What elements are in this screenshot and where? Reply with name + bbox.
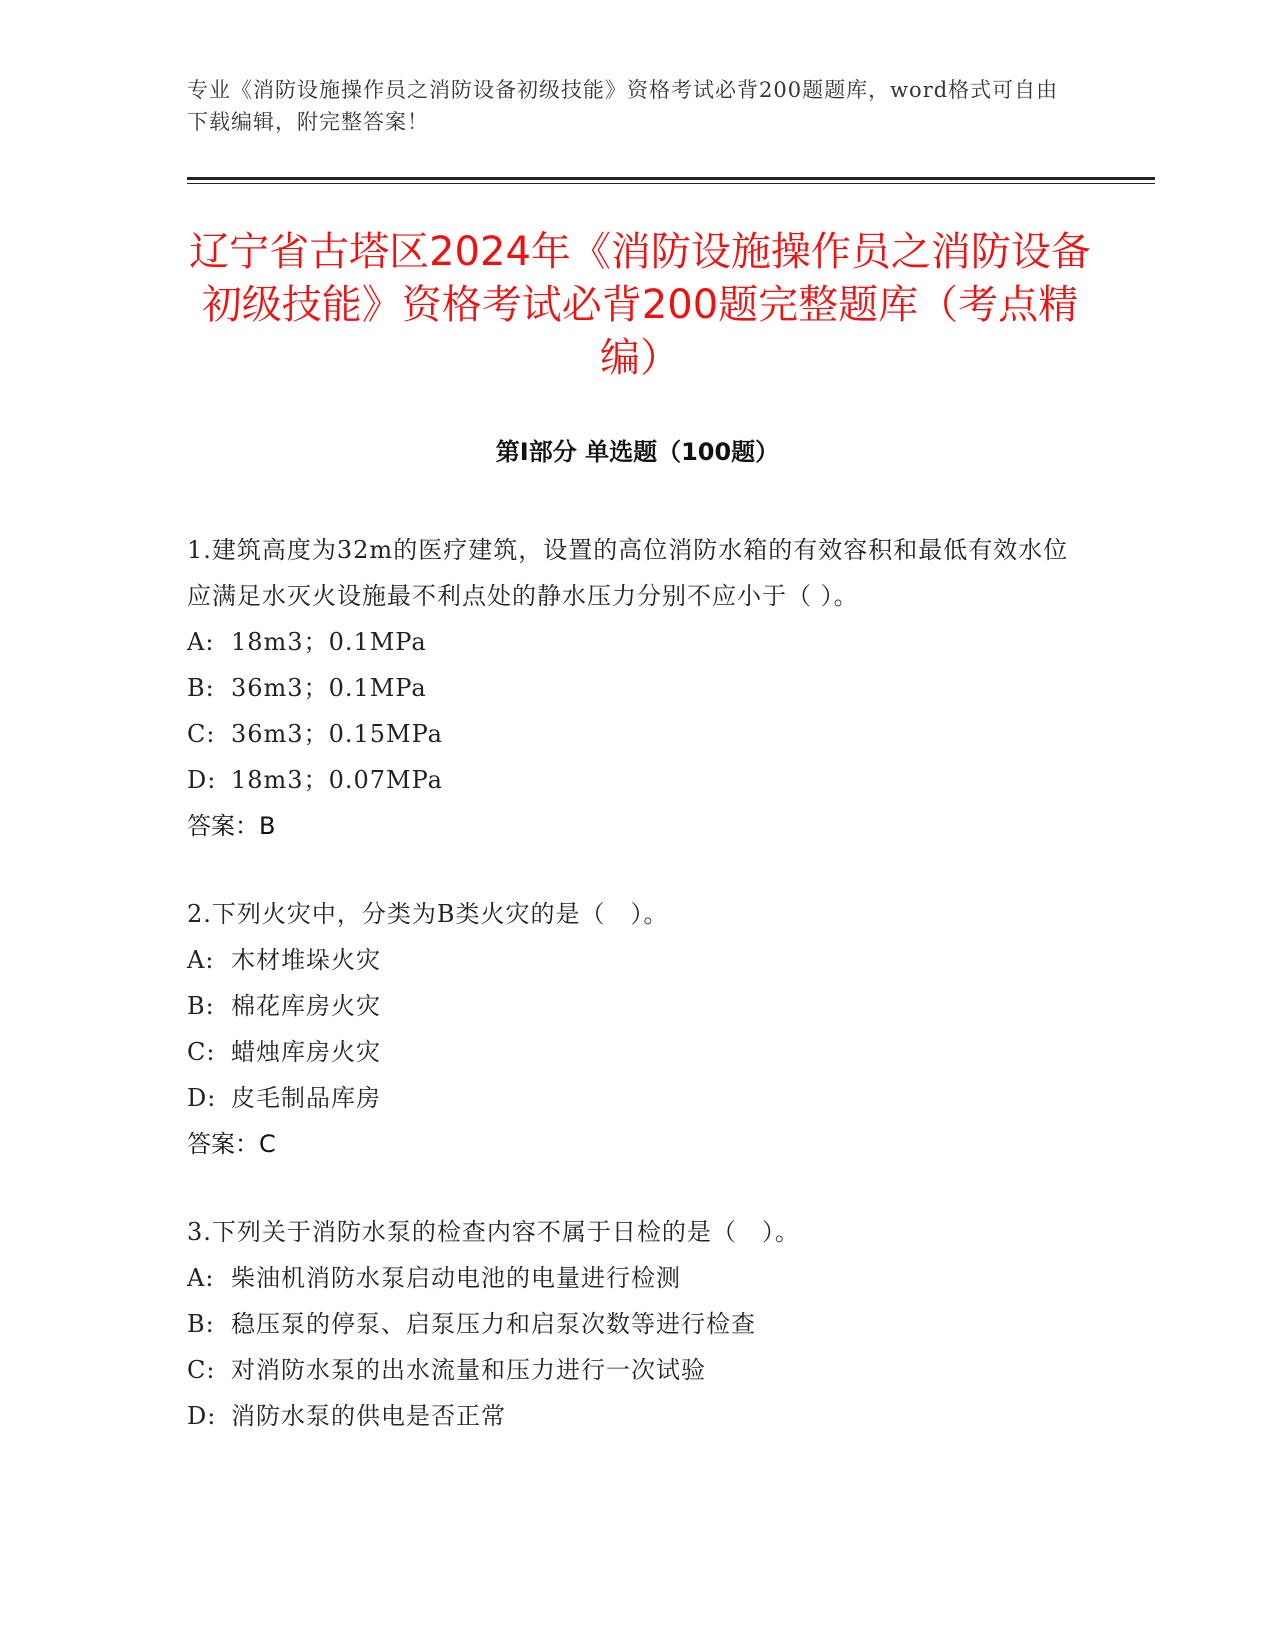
option-text: 木材堆垛火灾 bbox=[231, 946, 381, 974]
option-letter: A: bbox=[187, 628, 215, 656]
option-letter: D: bbox=[187, 1084, 217, 1112]
section-heading: 第I部分 单选题（100题） bbox=[495, 438, 780, 466]
option-c bbox=[187, 1347, 1087, 1393]
header-divider-thin bbox=[187, 183, 1155, 184]
option-text: 18m3；0.1MPa bbox=[231, 628, 427, 656]
option-letter: D: bbox=[187, 1402, 217, 1430]
option-text: 皮毛制品库房 bbox=[231, 1084, 381, 1112]
question-3 bbox=[187, 1209, 1087, 1439]
option-text: 稳压泵的停泵、启泵压力和启泵次数等进行检查 bbox=[231, 1310, 756, 1338]
option-b bbox=[187, 665, 1087, 711]
option-d bbox=[187, 1075, 1087, 1121]
header-note: 专业《消防设施操作员之消防设备初级技能》资格考试必背200题题库，word格式可自由下载编辑，附完整答案！ bbox=[187, 78, 1059, 134]
option-text: 柴油机消防水泵启动电池的电量进行检测 bbox=[231, 1264, 681, 1292]
option-letter: B: bbox=[187, 1310, 215, 1338]
answer-line: 答案：C bbox=[187, 1130, 276, 1158]
option-letter: A: bbox=[187, 1264, 215, 1292]
question-stem: 2.下列火灾中，分类为B类火灾的是（ ）。 bbox=[187, 900, 669, 928]
option-b bbox=[187, 983, 1087, 1029]
question-1 bbox=[187, 527, 1087, 849]
option-letter: C: bbox=[187, 720, 216, 748]
question-stem: 1.建筑高度为32m的医疗建筑，设置的高位消防水箱的有效容积和最低有效水位应满足水灭火设施最不利点处的静水压力分别不应小于（ ）。 bbox=[187, 536, 1069, 610]
option-text: 对消防水泵的出水流量和压力进行一次试验 bbox=[231, 1356, 706, 1384]
option-a bbox=[187, 937, 1087, 983]
option-letter: C: bbox=[187, 1038, 216, 1066]
option-text: 18m3；0.07MPa bbox=[231, 766, 443, 794]
option-text: 蜡烛库房火灾 bbox=[231, 1038, 381, 1066]
option-a bbox=[187, 619, 1087, 665]
option-text: 36m3；0.15MPa bbox=[231, 720, 443, 748]
header-divider-thick bbox=[187, 177, 1155, 180]
question-2 bbox=[187, 891, 1087, 1167]
option-letter: C: bbox=[187, 1356, 216, 1384]
option-d bbox=[187, 1393, 1087, 1439]
option-letter: B: bbox=[187, 992, 215, 1020]
answer-line: 答案：B bbox=[187, 812, 276, 840]
option-text: 36m3；0.1MPa bbox=[231, 674, 427, 702]
option-c bbox=[187, 1029, 1087, 1075]
document-title: 辽宁省古塔区2024年《消防设施操作员之消防设备初级技能》资格考试必背200题完整题库（考点精编） bbox=[189, 229, 1091, 381]
option-d bbox=[187, 757, 1087, 803]
option-letter: D: bbox=[187, 766, 217, 794]
option-c bbox=[187, 711, 1087, 757]
option-letter: B: bbox=[187, 674, 215, 702]
option-b bbox=[187, 1301, 1087, 1347]
option-letter: A: bbox=[187, 946, 215, 974]
question-stem: 3.下列关于消防水泵的检查内容不属于日检的是（ ）。 bbox=[187, 1218, 800, 1246]
question-list bbox=[187, 527, 1087, 1481]
option-a bbox=[187, 1255, 1087, 1301]
option-text: 棉花库房火灾 bbox=[231, 992, 381, 1020]
option-text: 消防水泵的供电是否正常 bbox=[231, 1402, 506, 1430]
